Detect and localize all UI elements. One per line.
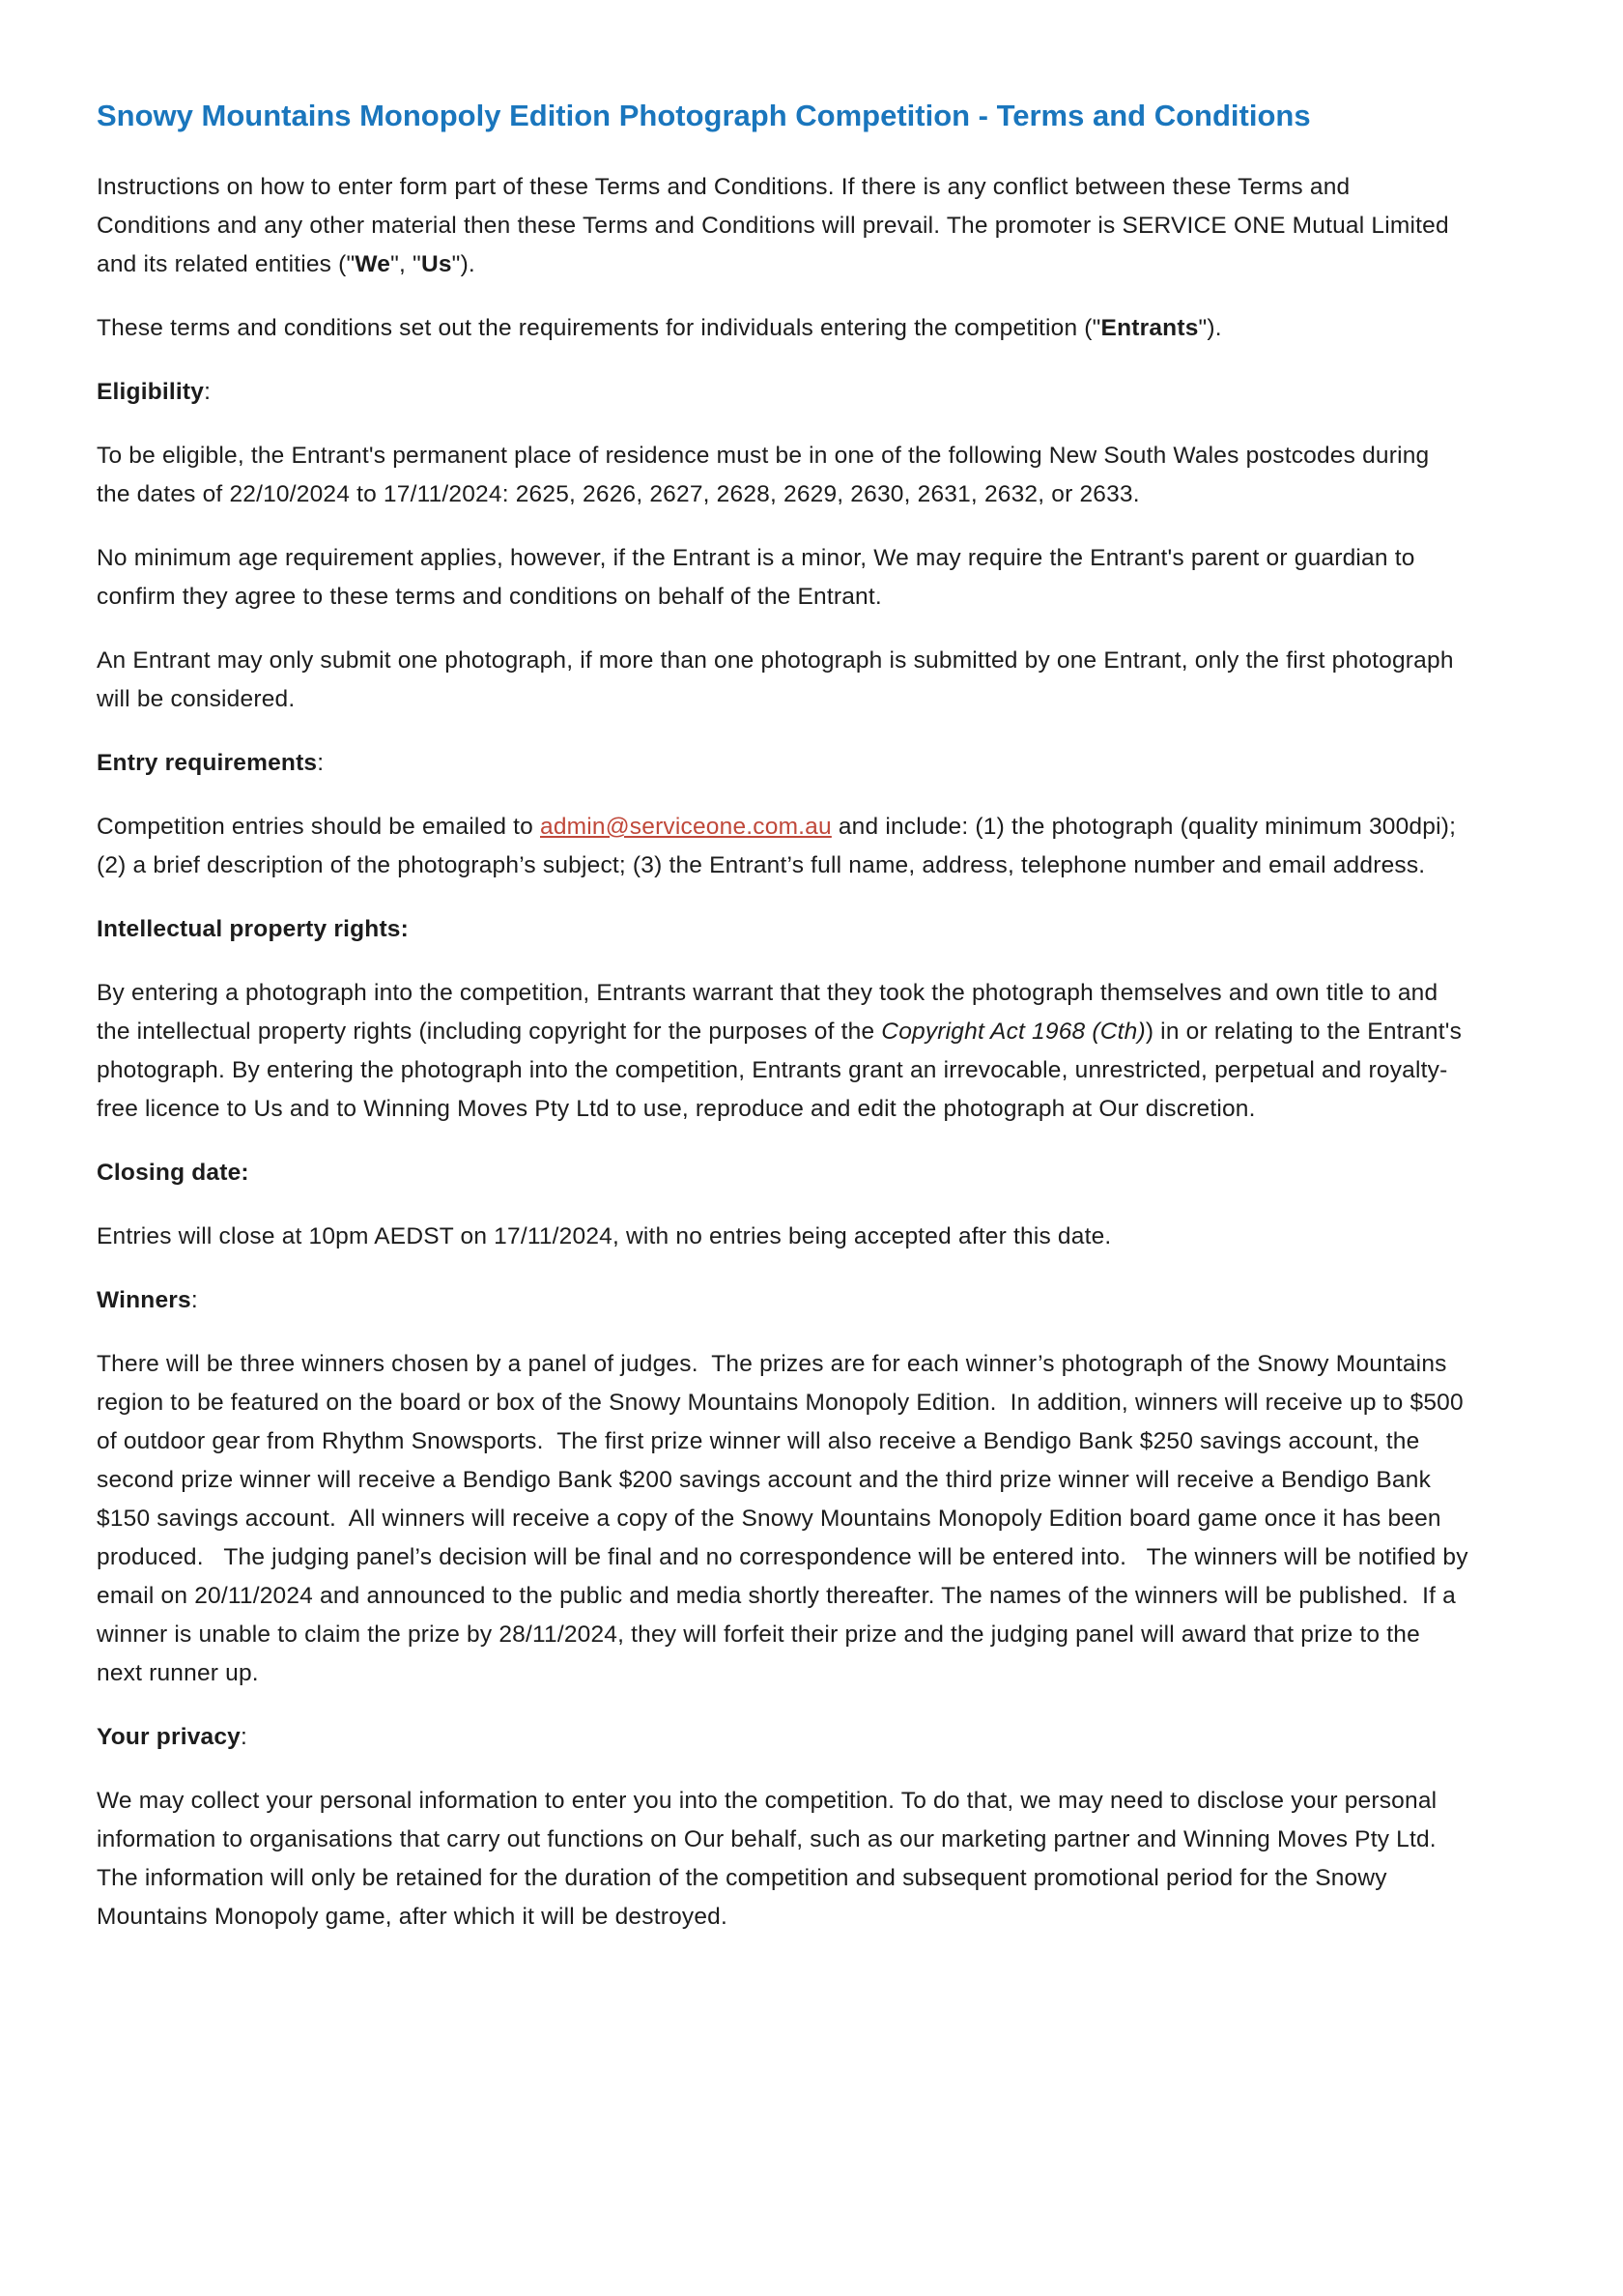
text-run: Snowy Mountains Monopoly Edition Photograph Competition - Terms and Conditions [97,99,1311,132]
text-run: Your privacy [97,1724,242,1750]
paragraph [97,309,1468,348]
text-run: Us [420,251,452,277]
text-run: Entries will close at 10pm AEDST on 17/11/2024, with no entries being accepted after this date. [97,1223,1112,1249]
text-run: Copyright Act 1968 (Cth) [881,1019,1146,1045]
doc-title [97,97,1468,135]
text-run: Instructions on how to enter form part of these Terms and Conditions. If there is any conflict between these Terms and Conditions and any other material then these Terms and Conditions will prevail. The promoter is SERVICE ONE Mutual Limited and its related entities (" [97,174,1456,277]
paragraph [97,642,1468,719]
section-heading [97,744,1468,783]
paragraph [97,974,1468,1129]
text-run: Closing date: [97,1160,249,1186]
text-run: These terms and conditions set out the requirements for individuals entering the competition (" [97,315,1101,341]
paragraph [97,539,1468,617]
text-run: "). [451,251,475,277]
text-run: Competition entries should be emailed to [97,814,540,840]
text-run: : [204,379,212,405]
text-run: We [355,251,391,277]
text-run: We may collect your personal information to enter you into the competition. To do that, we may need to disclose your personal information to organisations that carry out functions on Our behalf, such as our marketing partner and Winning Moves Pty Ltd. The information will only be retained for the duration of the competition and subsequent promotional period for the Snowy Mountains Monopoly game, after which it will be destroyed. [97,1788,1450,1930]
section-heading [97,1718,1468,1757]
text-run: Winners [97,1287,191,1313]
paragraph [97,168,1468,284]
text-run: By entering a photograph into the competition, Entrants warrant that they took the photograph themselves and own title to and the intellectual property rights (including copyright for the purposes of the [97,980,1445,1045]
text-run: There will be three winners chosen by a panel of judges. The prizes are for each winner’s photograph of the Snowy Mountains region to be featured on the board or box of the Snowy Mountains Monopoly Edition. In addition, winners will receive up to $500 of outdoor gear from Rhythm Snowsports. The first prize winner will also receive a Bendigo Bank $250 savings account, the second prize winner will receive a Bendigo Bank $200 savings account and the third prize winner will receive a Bendigo Bank $150 savings account. All winners will receive a copy of the Snowy Mountains Monopoly Edition board game once it has been produced. The judging panel’s decision will be final and no correspondence will be entered into. The winners will be notified by email on 20/11/2024 and announced to the public and media shortly thereafter. The names of the winners will be published. If a winner is unable to claim the prize by 28/11/2024, they will forfeit their prize and the judging panel will award that prize to the next runner up. [97,1351,1475,1686]
text-run: No minimum age requirement applies, however, if the Entrant is a minor, We may require the Entrant's parent or guardian to confirm they agree to these terms and conditions on behalf of the Entrant. [97,545,1422,610]
text-run: : [241,1724,248,1750]
text-run: To be eligible, the Entrant's permanent place of residence must be in one of the following New South Wales postcodes during the dates of 22/10/2024 to 17/11/2024: 2625, 2626, 2627, 2628, 2629, 2630, 2631, 2632, or 2633. [97,443,1437,507]
paragraph [97,1782,1468,1937]
text-run: : [190,1287,198,1313]
text-run: An Entrant may only submit one photograph, if more than one photograph is submitted by one Entrant, only the first photograph will be considered. [97,647,1461,712]
section-heading [97,1154,1468,1192]
text-run: and include: (1) the photograph (quality minimum 300dpi); (2) a brief description of the photograph’s subject; (3) the Entrant’s full name, address, telephone number and email address. [97,814,1464,878]
text-run: Entrants [1100,315,1199,341]
text-run: Eligibility [97,379,205,405]
paragraph [97,1345,1475,1693]
document [97,97,1475,1937]
paragraph [97,437,1468,514]
paragraph [97,808,1468,885]
email-link[interactable]: admin@serviceone.com.au [540,814,832,840]
text-run: ", " [390,251,421,277]
text-run: Intellectual property rights: [97,916,409,942]
section-heading [97,1281,1468,1320]
text-run: : [317,750,325,776]
section-heading [97,373,1468,412]
text-run: "). [1198,315,1222,341]
text-run: Entry requirements [97,750,318,776]
text-run: ) in or relating to the Entrant's photograph. By entering the photograph into the competition, Entrants grant an irrevocable, unrestricted, perpetual and royalty-free licence to Us and to Winning Moves Pty Ltd to use, reproduce and edit the photograph at Our discretion. [97,1019,1469,1122]
paragraph [97,1218,1468,1256]
section-heading [97,910,1468,949]
